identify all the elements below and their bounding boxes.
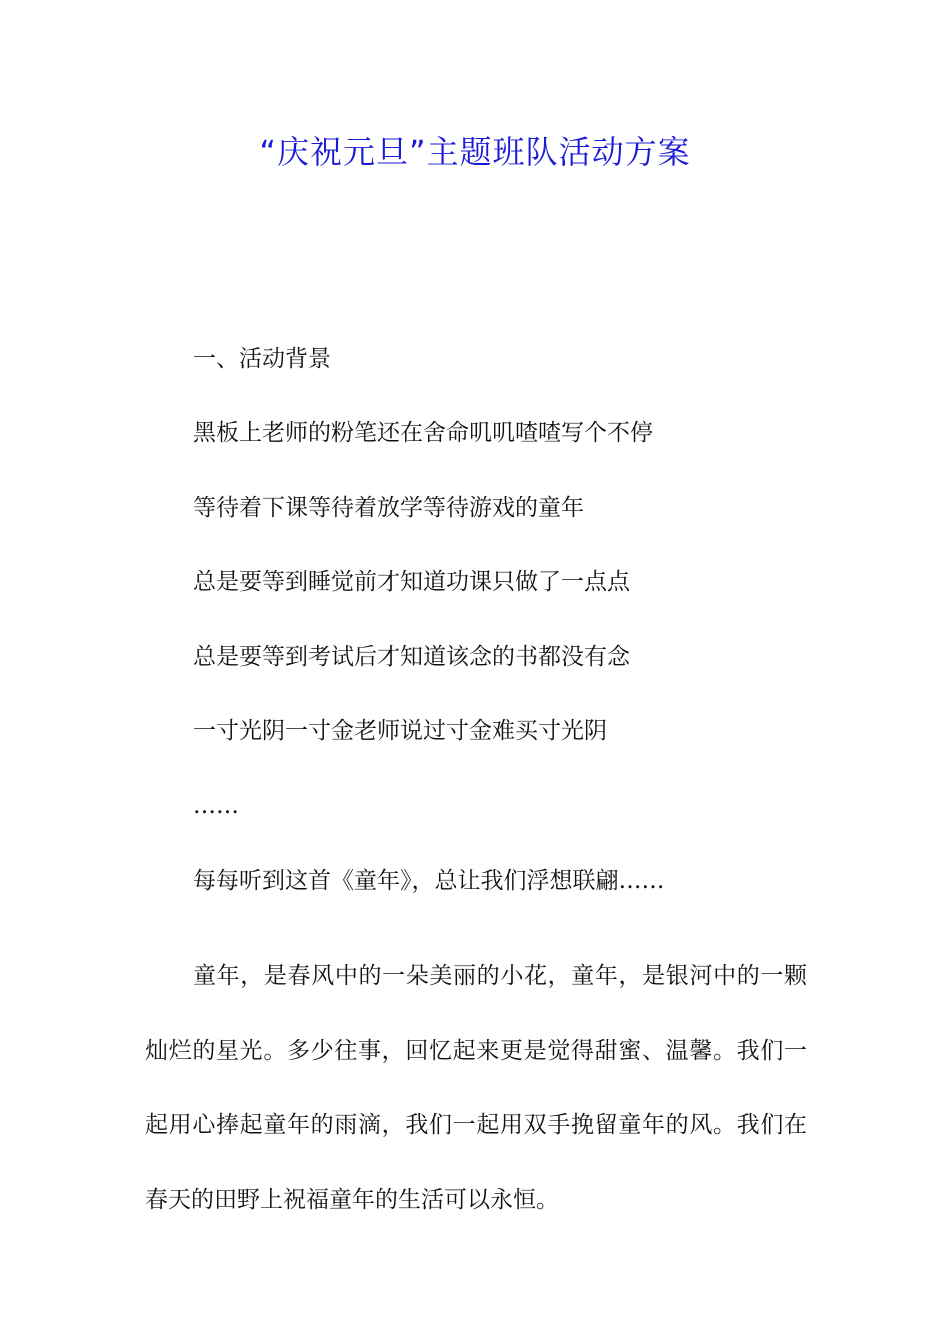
lyric-line-2: 等待着下课等待着放学等待游戏的童年 [193,495,584,521]
lyric-line-5: 一寸光阴一寸金老师说过寸金难买寸光阴 [193,718,607,744]
lyric-line-4: 总是要等到考试后才知道该念的书都没有念 [193,644,630,670]
body-paragraph: 童年，是春风中的一朵美丽的小花，童年，是银河中的一颗灿烂的星光。多少往事，回忆起来更是觉得甜蜜、温馨。我们一起用心捧起童年的雨滴，我们一起用双手挽留童年的风。我们在春天的田野上祝福童年的生活可以永恒。 [145,963,807,1213]
document-title: “庆祝元旦”主题班队活动方案 [259,133,691,171]
lyric-line-1: 黑板上老师的粉笔还在舍命叽叽喳喳写个不停 [193,420,653,446]
lyric-line-3: 总是要等到睡觉前才知道功课只做了一点点 [193,569,630,595]
intro-line: 每每听到这首《童年》，总让我们浮想联翩…… [193,868,665,894]
lyric-ellipsis: …… [193,793,239,819]
section-heading: 一、活动背景 [193,346,331,372]
